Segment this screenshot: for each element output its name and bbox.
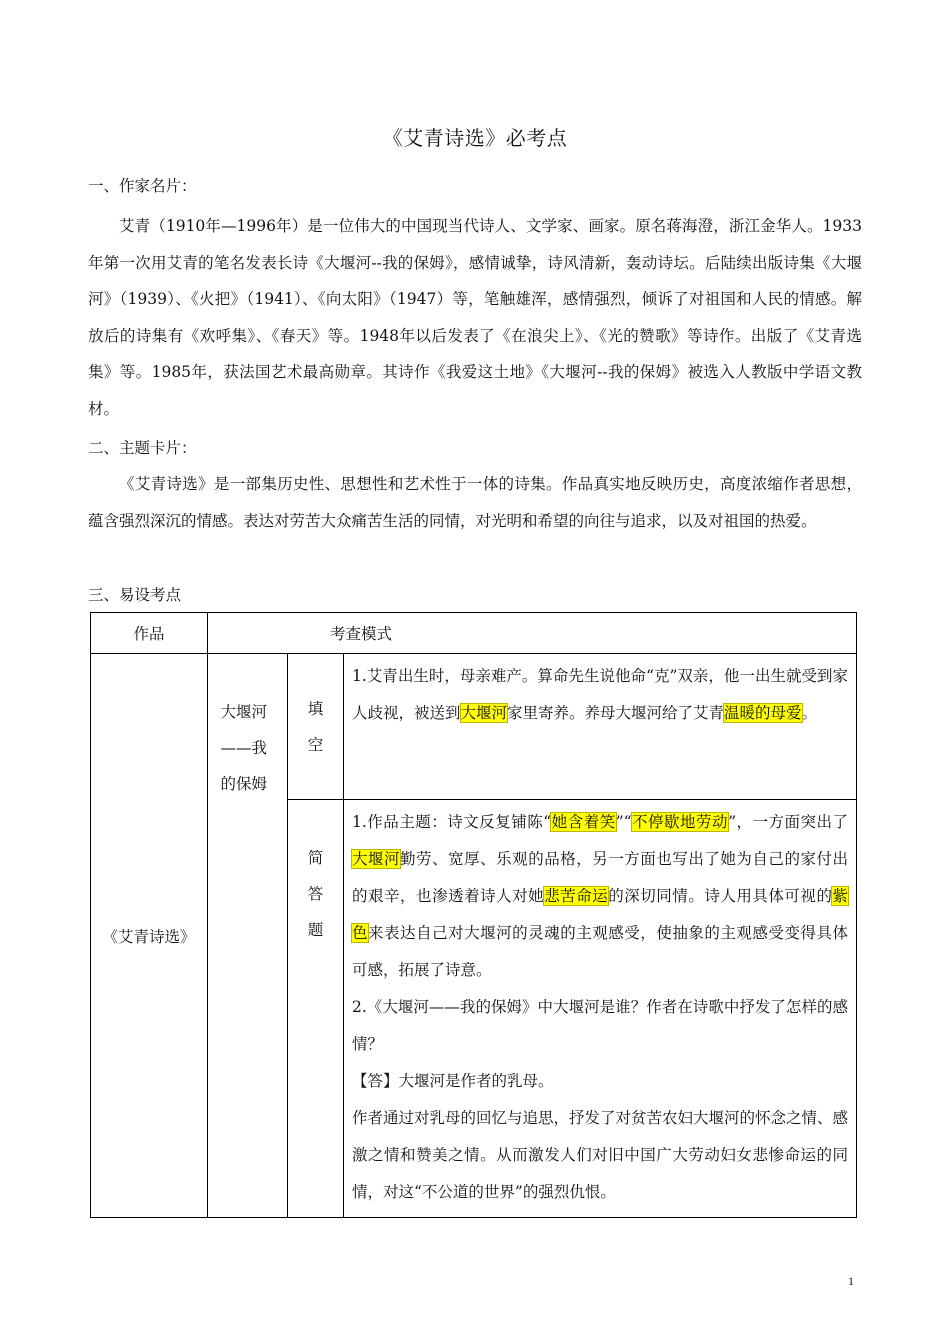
page-title: 《艾青诗选》必考点	[382, 126, 568, 150]
answer-label: 【答】	[352, 1072, 399, 1090]
type-fill-text: 填空	[307, 699, 324, 754]
q1-text: 来表达自己对大堰河的灵魂的主观感受，使抽象的主观感受变得具体可感，拓展了诗意。	[352, 924, 848, 979]
work-cell: 《艾青诗选》	[91, 654, 208, 1218]
fill-text-1: 1.艾青出生时，母亲难产。算命先生说他命“克”双亲，他一出生就受到家人歧视，被送到	[352, 667, 848, 722]
fill-content-cell	[344, 654, 857, 800]
highlight-answer: 悲苦命运	[544, 887, 609, 905]
highlight-answer: 不停歇地劳动	[631, 813, 729, 831]
q1-text: 的深切同情。诗人用具体可视的	[608, 887, 833, 905]
answer-line-1	[352, 1063, 848, 1100]
q1-text: 1.作品主题：诗文反复铺陈“	[352, 813, 552, 831]
short-answer-content-cell	[344, 800, 857, 1218]
fill-question	[352, 658, 848, 732]
type-fill-cell	[288, 654, 344, 800]
author-bio-paragraph: 艾青（1910年—1996年）是一位伟大的中国现当代诗人、文学家、画家。原名蒋海澄，浙江金华人。1933年第一次用艾青的笔名发表长诗《大堰河--我的保姆》，感情诚挚，诗风清新，轰动诗坛。后陆续出版诗集《大堰河》（1939）、《火把》（1941）、《向太阳》（1947）等，笔触雄浑，感情强烈，倾诉了对祖国和人民的情感。解放后的诗集有《欢呼集》、《春天》等。1948年以后发表了《在浪尖上》、《光的赞歌》等诗作。出版了《艾青选集》等。1985年，获法国艺术最高勋章。其诗作《我爱这土地》《大堰河--我的保姆》被选入人教版中学语文教材。	[88, 217, 862, 418]
fill-text-2: 家里寄养。养母大堰河给了艾青	[507, 704, 725, 722]
answer-line-2: 作者通过对乳母的回忆与追思，抒发了对贫苦农妇大堰河的怀念之情、感激之情和赞美之情。从而激发人们对旧中国广大劳动妇女悲惨命运的同情，对这“不公道的世界”的强烈仇恨。	[352, 1109, 849, 1201]
highlight-answer: 大堰河	[352, 850, 401, 868]
highlight-answer: 温暖的母爱	[724, 704, 802, 722]
poem-title-cell	[208, 654, 288, 1218]
section-heading-theme: 二、主题卡片：	[88, 439, 197, 457]
page-number: 1	[848, 1274, 854, 1288]
short-answer-q2: 2.《大堰河——我的保姆》中大堰河是谁？作者在诗歌中抒发了怎样的感情？	[352, 998, 848, 1053]
type-short-answer-cell	[288, 800, 344, 1218]
section-heading-exam-points: 三、易设考点	[88, 586, 182, 604]
poem-title-text: 大堰河——我的保姆	[220, 703, 268, 793]
q1-text: 勤劳、宽厚、乐观的品格，另一方面也写出了她为自己的家付出的艰辛，也渗透着诗人对她	[352, 850, 848, 905]
fill-text-3: 。	[801, 704, 818, 722]
table-header-row	[91, 613, 857, 654]
highlight-answer: 紫色	[352, 887, 848, 942]
type-short-answer-text: 简答题	[307, 849, 324, 939]
header-exam-mode: 考查模式	[208, 613, 857, 654]
theme-paragraph: 《艾青诗选》是一部集历史性、思想性和艺术性于一体的诗集。作品真实地反映历史，高度浓缩作者思想，蕴含强烈深沉的情感。表达对劳苦大众痛苦生活的同情，对光明和希望的向往与追求，以及对祖国的热爱。	[88, 475, 862, 530]
header-work: 作品	[91, 613, 208, 654]
answer-text: 大堰河是作者的乳母。	[398, 1072, 554, 1090]
q1-text: ”，一方面突出了	[728, 813, 848, 831]
short-answer-q1	[352, 804, 848, 989]
highlight-answer: 大堰河	[460, 704, 508, 722]
exam-points-table	[90, 612, 857, 1218]
q1-text: ”“	[615, 813, 632, 831]
section-heading-author: 一、作家名片：	[88, 177, 197, 195]
table-row	[91, 654, 857, 800]
highlight-answer: 她含着笑	[551, 813, 616, 831]
